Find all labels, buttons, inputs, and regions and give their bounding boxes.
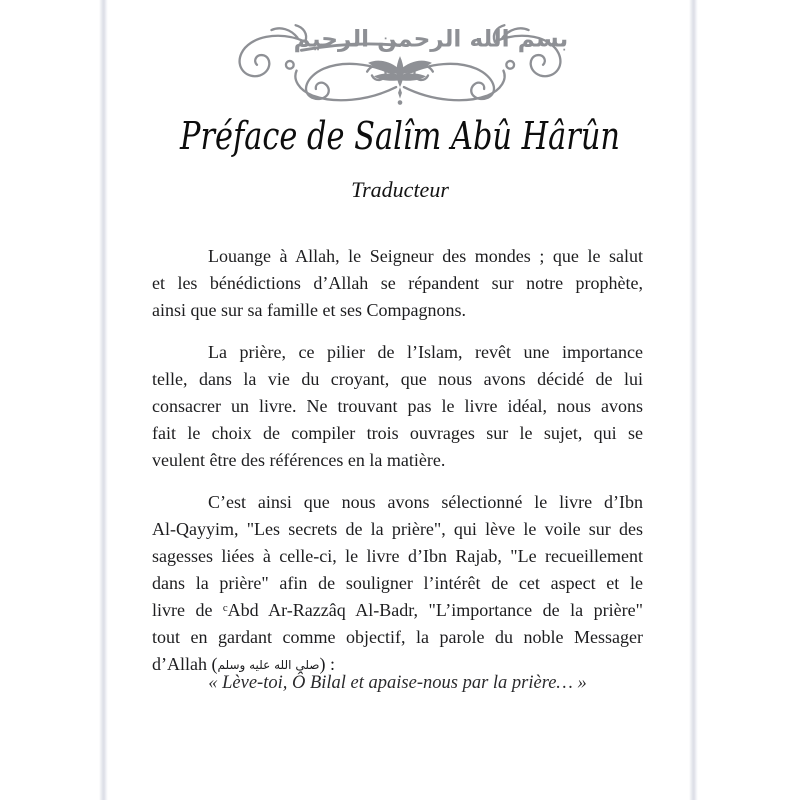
body-line: dans la prière" afin de souligner l’intérêt de cet aspect et le xyxy=(152,573,643,593)
paragraph xyxy=(152,489,643,651)
body-line: C’est ainsi que nous avons sélectionné le livre d’Ibn xyxy=(208,492,643,512)
bismillah-ornament-icon xyxy=(226,10,574,110)
salawat-after: ) : xyxy=(319,654,335,674)
body-line: consacrer un livre. Ne trouvant pas le livre idéal, nous avons xyxy=(152,396,643,416)
paragraph xyxy=(152,339,643,474)
body-line: telle, dans la vie du croyant, que nous avons décidé de lui xyxy=(152,369,643,389)
body-text xyxy=(152,243,643,679)
body-line: Al-Qayyim, "Les secrets de la prière", qui lève le voile sur des xyxy=(152,519,643,539)
body-line: veulent être des références en la matière. xyxy=(152,450,446,470)
salawat-before: d’Allah ( xyxy=(152,654,218,674)
bismillah-text: بسم الله الرحمن الرحيم xyxy=(293,25,569,53)
body-line: tout en gardant comme objectif, la parole du noble Messager xyxy=(152,627,643,647)
page-subtitle: Traducteur xyxy=(351,177,449,202)
hadith-quote: « Lève-toi, Ô Bilal et apaise-nous par la prière… » xyxy=(208,673,587,693)
body-line: sagesses liées à celle-ci, le livre d’Ibn Rajab, "Le recueillement xyxy=(152,546,643,566)
body-line: et les bénédictions d’Allah se répandent sur notre prophète, xyxy=(152,273,643,293)
salawat-arabic-icon: صلى الله عليه وسلم xyxy=(217,658,320,672)
body-line: livre de ᶜAbd Ar-Razzâq Al-Badr, "L’importance de la prière" xyxy=(152,600,643,620)
body-line: La prière, ce pilier de l’Islam, revêt une importance xyxy=(208,342,643,362)
paragraph xyxy=(152,243,643,324)
page-title: Préface de Salîm Abû Hârûn xyxy=(179,114,621,158)
body-line: Louange à Allah, le Seigneur des mondes ; que le salut xyxy=(208,246,643,266)
body-line: ainsi que sur sa famille et ses Compagnons. xyxy=(152,300,466,320)
body-line: fait le choix de compiler trois ouvrages sur le sujet, qui se xyxy=(152,423,643,443)
body-paragraphs xyxy=(152,243,643,651)
